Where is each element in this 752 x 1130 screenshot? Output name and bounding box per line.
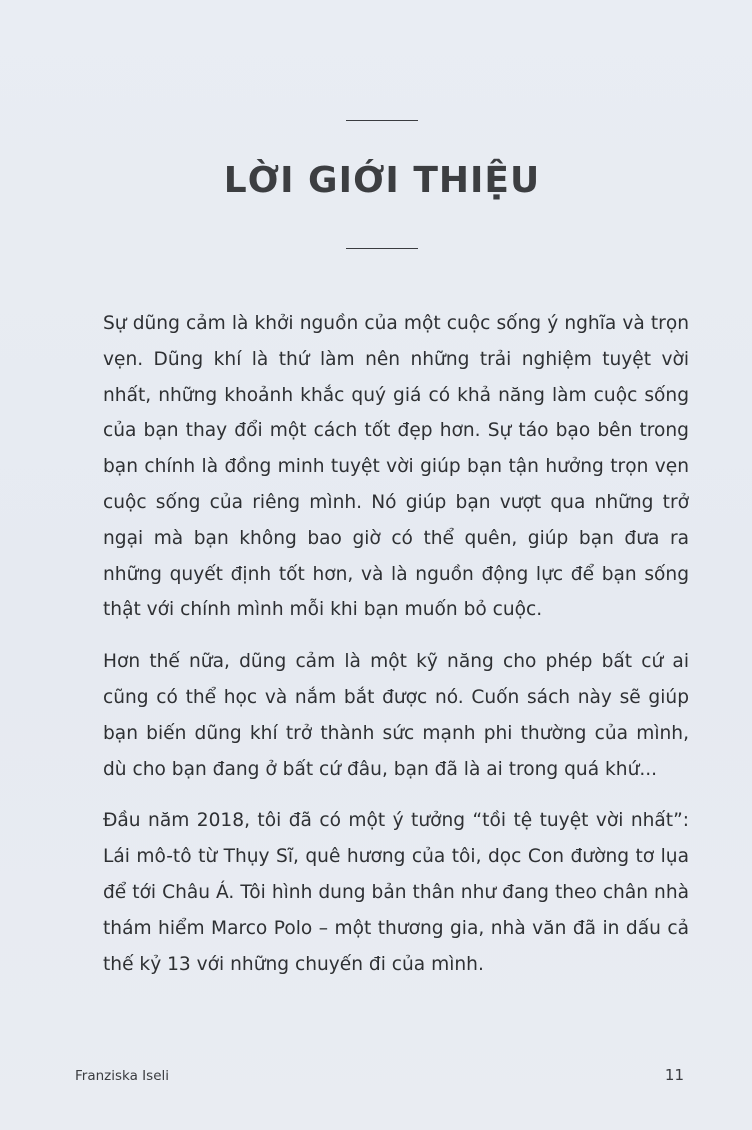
page-number: 11 xyxy=(664,1066,684,1084)
paragraph-3: Đầu năm 2018, tôi đã có một ý tưởng “tồi tệ tuyệt vời nhất”: Lái mô-tô từ Thụy Sĩ, quê hương của tôi, dọc Con đường tơ lụa để tới Châu Á. Tôi hình dung bản thân như đang theo chân nhà thám hiểm Marco Polo – một thương gia, nhà văn đã in dấu cả thế kỷ 13 với những chuyến đi của mình. xyxy=(103,810,689,975)
paragraph-2: Hơn thế nữa, dũng cảm là một kỹ năng cho phép bất cứ ai cũng có thể học và nắm bắt được nó. Cuốn sách này sẽ giúp bạn biến dũng khí trở thành sức mạnh phi thường của mình, dù cho bạn đang ở bất cứ đâu, bạn đã là ai trong quá khứ... xyxy=(103,651,689,780)
title-top-rule xyxy=(346,120,418,121)
paragraph-1: Sự dũng cảm là khởi nguồn của một cuộc sống ý nghĩa và trọn vẹn. Dũng khí là thứ làm nên những trải nghiệm tuyệt vời nhất, những khoảnh khắc quý giá có khả năng làm cuộc sống của bạn thay đổi một cách tốt đẹp hơn. Sự táo bạo bên trong bạn chính là đồng minh tuyệt vời giúp bạn tận hưởng trọn vẹn cuộc sống của riêng mình. Nó giúp bạn vượt qua những trở ngại mà bạn không bao giờ có thể quên, giúp bạn đưa ra những quyết định tốt hơn, và là nguồn động lực để bạn sống thật với chính mình mỗi khi bạn muốn bỏ cuộc. xyxy=(103,313,689,621)
chapter-title: LỜI GIỚI THIỆU xyxy=(223,160,541,201)
body-text xyxy=(103,306,689,982)
title-bottom-rule xyxy=(346,248,418,249)
footer-author: Franziska Iseli xyxy=(75,1068,169,1084)
